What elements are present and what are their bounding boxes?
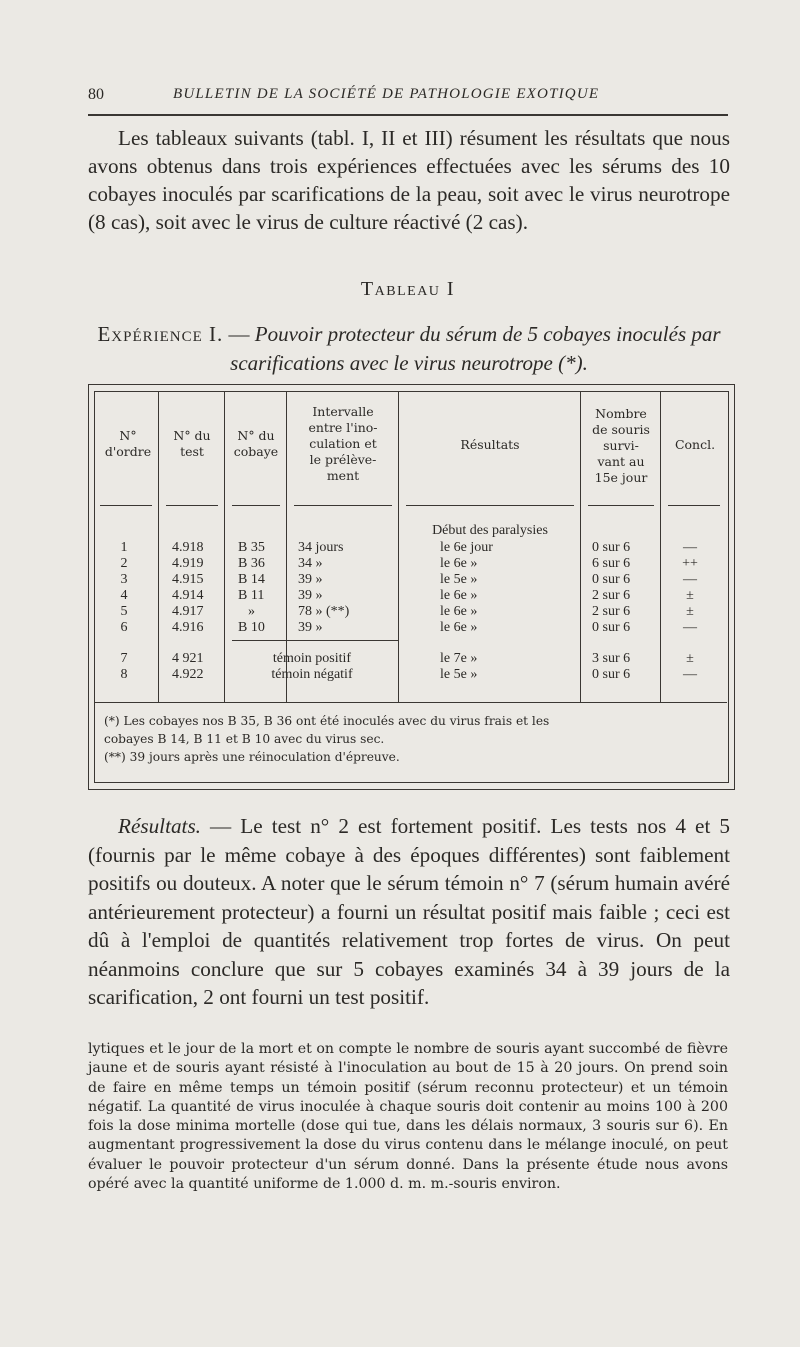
header-line: test [180,444,204,459]
row-2-num: 2 [120,556,128,571]
header-line: Nombre [595,406,647,421]
row-5-cobaye: » [248,604,255,619]
journal-title: BULLETIN DE LA SOCIÉTÉ DE PATHOLOGIE EXOTIQUE [173,86,600,102]
results-title: Résultats. [118,814,201,838]
row-8-label: témoin négatif [271,667,353,682]
continued-footnote: lytiques et le jour de la mort et on compte le nombre de souris ayant succombé de fièvre jaune et de souris ayant résisté à l'inoculation au bout de 15 à 20 jours. On prend soin de faire en même temps un témoin positif (sérum reconnu protecteur) et un témoin négatif. La quantité de virus inoculée à chaque souris doit contenir au moins 100 à 200 fois la dose minima mortelle (dose qui tue, dans les délais normaux, 3 souris sur 6). En augmentant progressivement la dose du virus contenu dans le mélange inoculé, on peut évaluer le pouvoir protecteur d'un sérum donné. Dans la présente étude nous avons opéré avec la quantité uniforme de 1.000 d. m. m.-souris environ. [88,1041,728,1193]
header-line: d'ordre [104,444,152,459]
row-7-num: 7 [120,651,128,666]
row-3-cobaye: B 14 [238,572,265,587]
header-underline [406,505,574,506]
row-1-concl: — [683,540,697,555]
header-test [160,428,224,460]
results-text: — Le test n° 2 est fortement positif. Les tests nos 4 et 5 (fournis par le même cobaye à des époques différentes) sont faiblement positifs ou douteux. A noter que le sérum témoin n° 7 (sérum humain avéré antérieurement protecteur) a fourni un résultat positif mais faible ; ceci est dû à l'emploi de quantités relativement trop fortes de virus. On peut néanmoins conclure que sur 5 cobayes examinés 34 à 39 jours de la scarification, 2 ont fourni un test positif. [88,814,730,1009]
row-7-survivors: 3 sur 6 [592,651,631,666]
header-underline [100,505,152,506]
header-survivors [582,406,660,486]
header-line: le prélève- [309,452,377,467]
header-underline [668,505,720,506]
header-line: Intervalle [312,404,374,419]
row-8-survivors: 0 sur 6 [592,667,631,682]
row-2-result: le 6e » [440,556,478,571]
row-4-num: 4 [120,588,128,603]
row-6-result: le 6e » [440,620,478,635]
row-5-concl: ± [686,604,694,619]
page-number: 80 [88,86,104,103]
row-7-label: témoin positif [272,651,352,666]
row-6-cobaye: B 10 [238,620,265,635]
row-3-interval: 39 » [298,572,323,587]
row-4-survivors: 2 sur 6 [592,588,631,603]
row-3-test: 4.915 [172,572,204,587]
row-4-test: 4.914 [172,588,204,603]
header-results [400,437,580,453]
header-line: N° du [173,428,211,443]
row-1-result: le 6e jour [440,540,493,555]
header-underline [166,505,218,506]
header-rule [88,114,728,116]
table-col-divider [224,392,225,702]
controls-separator [232,640,398,641]
row-4-concl: ± [686,588,694,603]
header-line: de souris [592,422,650,437]
header-line: survi- [603,438,639,453]
row-7-result: le 7e » [440,651,478,666]
row-6-num: 6 [120,620,128,635]
header-line: culation et [309,436,377,451]
row-4-cobaye: B 11 [238,588,265,603]
row-1-test: 4.918 [172,540,204,555]
header-line: Résultats [460,437,520,452]
row-2-test: 4.919 [172,556,204,571]
header-line: Concl. [674,437,716,452]
row-8-concl: — [683,667,697,682]
table-col-divider [158,392,159,702]
row-4-result: le 6e » [440,588,478,603]
row-7-concl: ± [686,651,694,666]
row-1-survivors: 0 sur 6 [592,540,631,555]
intro-paragraph: Les tableaux suivants (tabl. I, II et III) résument les résultats que nous avons obtenus dans trois expériences effectuées avec les sérums des 10 cobayes inoculés par scarifications de la peau, soit avec le virus neurotrope (8 cas), soit avec le virus de culture réactivé (2 cas). [88,126,730,234]
results-paragraph [88,812,730,1012]
row-4-interval: 39 » [298,588,323,603]
row-2-survivors: 6 sur 6 [592,556,631,571]
row-3-num: 3 [120,572,128,587]
row-8-num: 8 [120,667,128,682]
caption-dash: — [223,322,255,346]
row-6-test: 4.916 [172,620,204,635]
header-order [100,428,156,460]
row-2-cobaye: B 36 [238,556,265,571]
header-line: entre l'ino- [308,420,378,435]
row-1-num: 1 [120,540,128,555]
caption-label: Expérience I. [97,322,224,346]
running-header [88,84,728,110]
row-5-test: 4.917 [172,604,204,619]
table-col-divider [398,392,399,702]
row-1-interval: 34 jours [298,540,344,555]
row-3-concl: — [683,572,697,587]
row-5-interval: 78 » (**) [298,604,350,619]
row-2-concl: ++ [682,556,698,571]
header-cobaye [226,428,286,460]
header-line: 15e jour [594,470,648,485]
header-line: ment [326,468,360,483]
row-1-cobaye: B 35 [238,540,265,555]
header-line: N° [119,428,137,443]
row-6-interval: 39 » [298,620,323,635]
footnote-separator [94,702,727,703]
header-line: cobaye [233,444,279,459]
row-8-test: 4.922 [172,667,204,682]
row-5-survivors: 2 sur 6 [592,604,631,619]
header-line: vant au [597,454,645,469]
caption-text: Pouvoir protecteur du sérum de 5 cobayes inoculés par scarifications avec le virus neurotrope (*). [230,322,721,375]
header-concl [662,437,728,453]
table-col-divider [580,392,581,702]
row-3-result: le 5e » [440,572,478,587]
header-underline [588,505,654,506]
row-5-result: le 6e » [440,604,478,619]
table-col-divider [660,392,661,702]
table-footnotes [104,712,724,766]
results-intro: Début des paralysies [432,523,548,538]
footnote-line: (*) Les cobayes nos B 35, B 36 ont été inoculés avec du virus frais et les [104,714,550,728]
header-underline [232,505,280,506]
row-2-interval: 34 » [298,556,323,571]
row-6-survivors: 0 sur 6 [592,620,631,635]
footnote-line: (**) 39 jours après une réinoculation d'épreuve. [104,750,400,764]
row-6-concl: — [683,620,697,635]
header-line: N° du [237,428,275,443]
header-interval [288,404,398,484]
row-7-test: 4 921 [172,651,204,666]
table-title: Tableau I [360,278,456,300]
header-underline [294,505,392,506]
row-5-num: 5 [120,604,128,619]
table-caption [88,320,730,378]
row-3-survivors: 0 sur 6 [592,572,631,587]
footnote-line: cobayes B 14, B 11 et B 10 avec du virus sec. [104,732,385,746]
row-8-result: le 5e » [440,667,478,682]
